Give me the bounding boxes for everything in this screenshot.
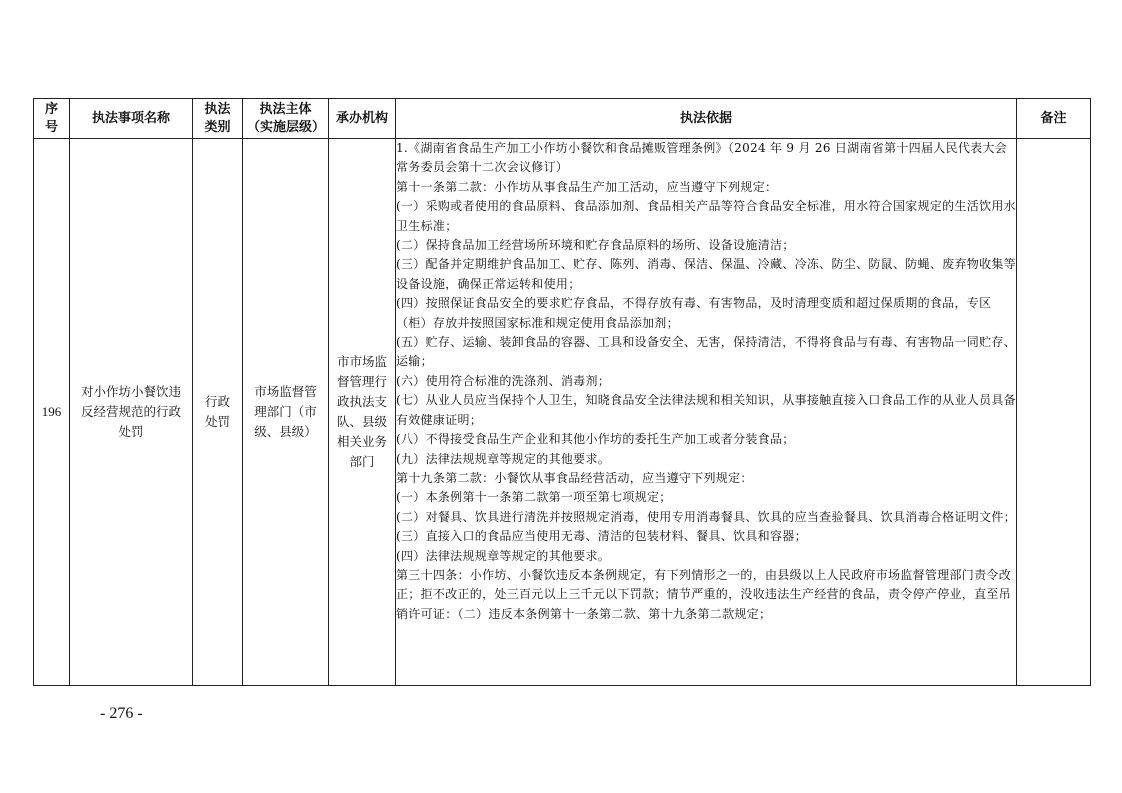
row-subject: 市场监督管理部门（市级、县级） (243, 139, 329, 686)
header-remarks: 备注 (1017, 99, 1091, 139)
header-seq: 序号 (34, 99, 70, 139)
basis-line: (六）使用符合标准的洗涤剂、消毒剂； (396, 373, 611, 388)
header-item-name: 执法事项名称 (70, 99, 193, 139)
header-subject: 执法主体（实施层级） (243, 99, 329, 139)
basis-line: (五）贮存、运输、装卸食品的容器、工具和设备安全、无害，保持清洁，不得将食品与有毒、有害物品一同贮存、运输； (396, 335, 1016, 369)
basis-line: 第三十四条：小作坊、小餐饮违反本条例规定，有下列情形之一的，由县级以上人民政府市场监督管理部门责令改正；拒不改正的，处三百元以上三千元以下罚款；情节严重的，没收违法生产经营的食品，责令停产停业，直至吊销许可证：（二）违反本条例第十一条第二款、第十九条第二款规定； (396, 567, 1012, 621)
row-basis (396, 139, 1017, 686)
basis-line: (三）直接入口的食品应当使用无毒、清洁的包装材料、餐具、饮具和容器； (396, 529, 807, 544)
page-number: - 276 - (100, 705, 143, 722)
row-item-name: 对小作坊小餐饮违反经营规范的行政处罚 (70, 139, 193, 686)
header-category: 执法类别 (193, 99, 243, 139)
row-remarks (1017, 139, 1091, 686)
basis-text (396, 139, 1016, 624)
law-enforcement-table (33, 98, 1091, 686)
table-row (34, 139, 1091, 686)
basis-line: (八）不得接受食品生产企业和其他小作坊的委托生产加工或者分装食品； (396, 432, 795, 447)
basis-line: (九）法律法规规章等规定的其他要求。 (396, 451, 611, 466)
basis-line: (一）本条例第十一条第二款第一项至第七项规定； (396, 490, 672, 505)
basis-line: 1.《湖南省食品生产加工小作坊小餐饮和食品摊贩管理条例》（2024 年 9 月 26 日湖南省第十四届人民代表大会常务委员会第十二次会议修订） (396, 141, 1008, 175)
row-agency: 市市场监督管理行政执法支队、县级相关业务部门 (329, 139, 396, 686)
basis-line: (七）从业人员应当保持个人卫生，知晓食品安全法律法规和相关知识，从事接触直接入口食品工作的从业人员具备有效健康证明； (396, 393, 1016, 427)
header-row (34, 99, 1091, 139)
header-basis: 执法依据 (396, 99, 1017, 139)
row-seq: 196 (34, 139, 70, 686)
basis-line: (二）对餐具、饮具进行清洗并按照规定消毒，使用专用消毒餐具、饮具的应当查验餐具、饮具消毒合格证明文件； (396, 509, 1016, 524)
basis-line: (二）保持食品加工经营场所环境和贮存食品原料的场所、设备设施清洁； (396, 238, 795, 253)
row-category: 行政处罚 (193, 139, 243, 686)
basis-line: (一）采购或者使用的食品原料、食品添加剂、食品相关产品等符合食品安全标准，用水符合国家规定的生活饮用水卫生标准； (396, 199, 1016, 233)
basis-line: (三）配备并定期维护食品加工、贮存、陈列、消毒、保洁、保温、冷藏、冷冻、防尘、防鼠、防蝇、废弃物收集等设备设施，确保正常运转和使用； (396, 257, 1016, 291)
basis-line: 第十一条第二款：小作坊从事食品生产加工活动，应当遵守下列规定： (396, 179, 778, 194)
basis-line: (四）法律法规规章等规定的其他要求。 (396, 548, 611, 563)
basis-line: 第十九条第二款：小餐饮从事食品经营活动，应当遵守下列规定： (396, 470, 753, 485)
header-agency: 承办机构 (329, 99, 396, 139)
basis-line: (四）按照保证食品安全的要求贮存食品，不得存放有毒、有害物品，及时清理变质和超过保质期的食品，专区（柜）存放并按照国家标准和规定使用食品添加剂； (396, 296, 992, 330)
